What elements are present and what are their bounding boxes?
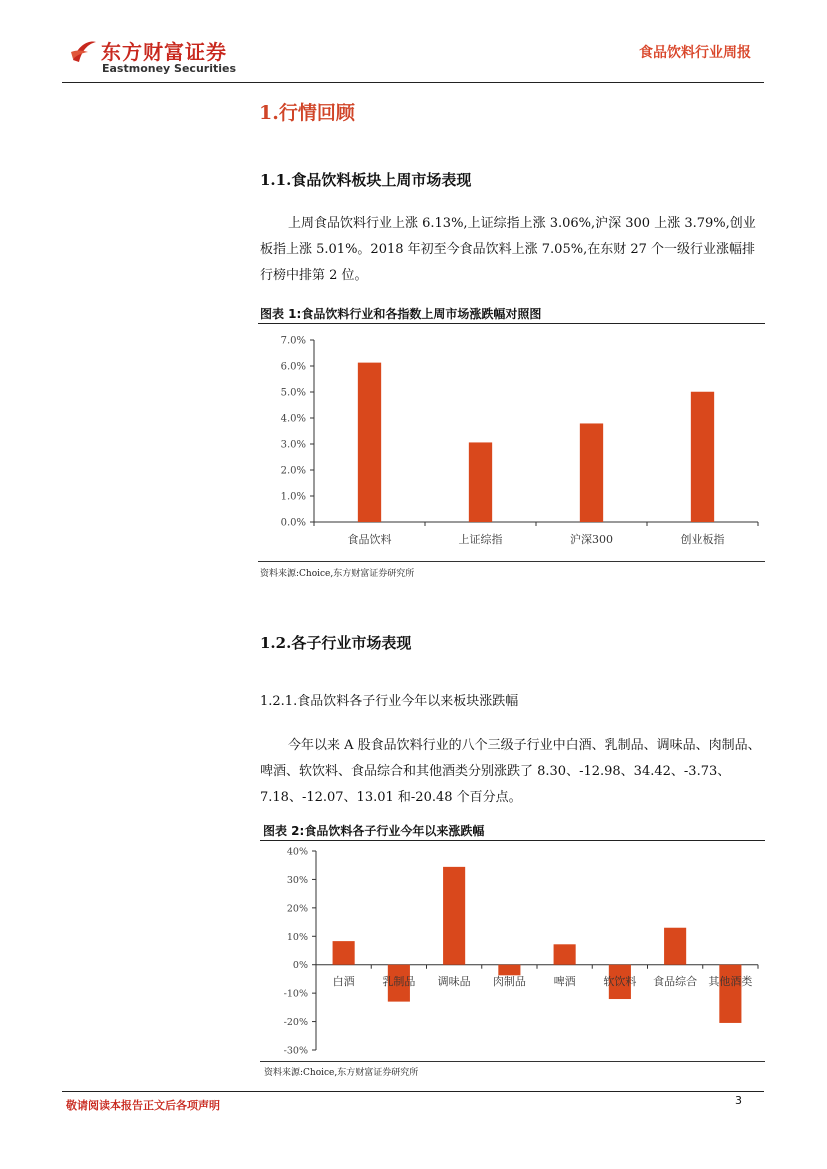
y-tick-label: 5.0% (280, 387, 306, 399)
section-title: 1.行情回顾 (259, 102, 355, 124)
bar-7 (664, 928, 686, 965)
figure2-bar-chart (260, 842, 765, 1060)
figure2-source-rule (260, 1061, 765, 1062)
bar-8 (719, 965, 741, 1023)
y-tick-label: -10% (283, 988, 308, 1000)
figure1-title: 图表 1:食品饮料行业和各指数上周市场涨跌幅对照图 (260, 307, 542, 321)
x-category-label: 软饮料 (603, 975, 637, 988)
bar-5 (554, 944, 576, 964)
subsection-title-1-1: 1.1.食品饮料板块上周市场表现 (260, 171, 472, 189)
y-tick-label: 2.0% (280, 465, 306, 477)
x-category-label: 肉制品 (492, 975, 526, 988)
y-tick-label: 0.0% (280, 517, 306, 529)
footer-divider (62, 1091, 764, 1092)
figure1-top-rule (258, 323, 765, 324)
figure1-source-rule (258, 561, 765, 562)
subsection-title-1-2-1: 1.2.1.食品饮料各子行业今年以来板块涨跌幅 (260, 694, 519, 709)
figure2-source: 资料来源:Choice,东方财富证券研究所 (264, 1068, 419, 1078)
y-tick-label: -20% (283, 1017, 308, 1029)
footer-disclaimer: 敬请阅读本报告正文后各项声明 (66, 1099, 220, 1112)
figure1-bar-chart (258, 326, 765, 556)
y-tick-label: -30% (283, 1045, 308, 1057)
logo-english-name: Eastmoney Securities (102, 62, 237, 75)
y-tick-label: 4.0% (280, 413, 306, 425)
report-name: 食品饮料行业周报 (639, 45, 751, 61)
x-category-label: 食品饮料 (347, 533, 392, 546)
bar-3 (580, 423, 603, 522)
logo-chinese-name: 东方财富证券 (101, 40, 227, 64)
x-category-label: 调味品 (437, 975, 471, 988)
y-tick-label: 20% (286, 903, 308, 915)
x-category-label: 乳制品 (382, 975, 416, 988)
figure2-title: 图表 2:食品饮料各子行业今年以来涨跌幅 (263, 824, 485, 838)
x-category-label: 创业板指 (680, 533, 725, 546)
x-category-label: 啤酒 (553, 975, 576, 988)
y-tick-label: 3.0% (280, 439, 306, 451)
y-tick-label: 40% (286, 846, 308, 858)
x-category-label: 上证综指 (458, 533, 503, 546)
subsection-title-1-2: 1.2.各子行业市场表现 (260, 634, 412, 652)
paragraph-1-1: 上周食品饮料行业上涨 6.13%,上证综指上涨 3.06%,沪深 300 上涨 3.79%,创业板指上涨 5.01%。2018 年初至今食品饮料上涨 7.05%,在东财 27 个一级行业涨幅排行榜中排第 2 位。 (260, 216, 756, 283)
bar-1 (358, 363, 381, 522)
y-tick-label: 7.0% (280, 335, 306, 347)
header-divider (62, 82, 764, 83)
bar-3 (443, 867, 465, 965)
figure2-top-rule (260, 840, 765, 841)
y-tick-label: 1.0% (280, 491, 306, 503)
bar-2 (469, 442, 492, 522)
y-tick-label: 6.0% (280, 361, 306, 373)
figure1-source: 资料来源:Choice,东方财富证券研究所 (260, 569, 415, 579)
x-category-label: 其他酒类 (708, 975, 753, 988)
x-category-label: 沪深300 (570, 533, 613, 546)
bar-1 (333, 941, 355, 965)
x-category-label: 食品综合 (653, 975, 698, 988)
y-tick-label: 10% (286, 931, 308, 943)
paragraph-1-2-1: 今年以来 A 股食品饮料行业的八个三级子行业中白酒、乳制品、调味品、肉制品、啤酒、软饮料、食品综合和其他酒类分别涨跌了 8.30、-12.98、34.42、-3.73、7.18、-12.07、13.01 和-20.48 个百分点。 (260, 738, 761, 805)
eastmoney-logo-icon (70, 38, 98, 66)
bar-4 (691, 392, 714, 522)
bar-4 (498, 965, 520, 976)
y-tick-label: 0% (292, 960, 308, 972)
page-number: 3 (735, 1094, 742, 1107)
x-category-label: 白酒 (332, 975, 355, 988)
y-tick-label: 30% (286, 874, 308, 886)
